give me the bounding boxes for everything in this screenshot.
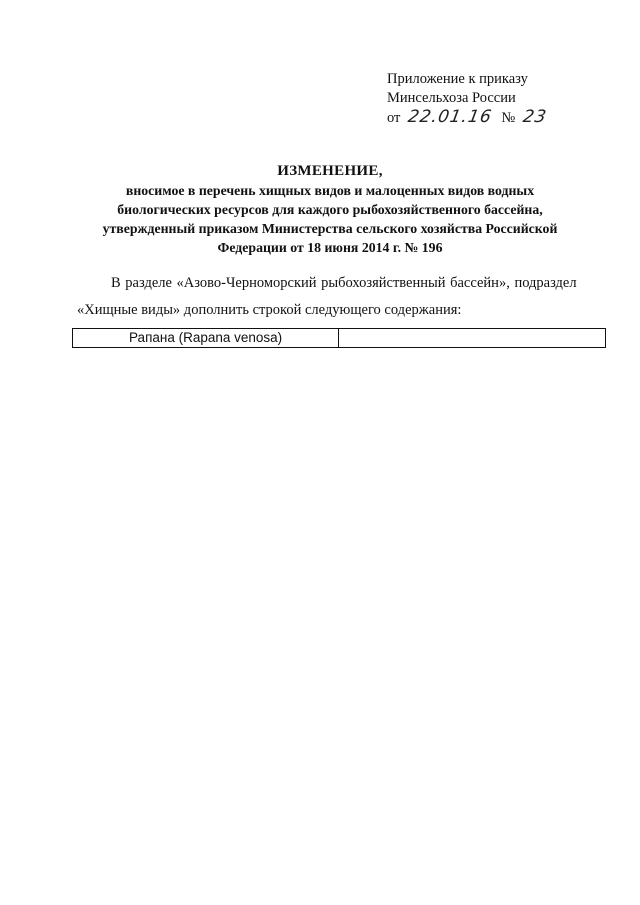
date-prefix: от	[387, 110, 401, 126]
appendix-line-2: Минсельхоза России	[387, 90, 516, 106]
handwritten-date: 22.01.16	[406, 107, 494, 127]
species-name-cell: Рапана (Rapana venosa)	[73, 329, 339, 348]
title-line-1: вносимое в перечень хищных видов и малоценных видов водных	[125, 183, 535, 198]
body-paragraph-1: В разделе «Азово-Черноморский рыбохозяйственный бассейн», подраздел	[111, 275, 577, 291]
title-heading: ИЗМЕНЕНИЕ,	[277, 163, 383, 179]
document-title	[60, 162, 600, 257]
number-prefix: №	[501, 110, 516, 126]
table-row	[73, 329, 606, 348]
body-paragraph-2: «Хищные виды» дополнить строкой следующего содержания:	[77, 302, 462, 318]
title-line-3: утвержденный приказом Министерства сельского хозяйства Российской	[102, 221, 558, 236]
title-line-2: биологических ресурсов для каждого рыбохозяйственного бассейна,	[117, 202, 543, 217]
handwritten-number: 23	[521, 107, 549, 127]
species-note-cell	[339, 329, 606, 348]
appendix-line-1: Приложение к приказу	[387, 71, 528, 87]
species-table	[72, 328, 606, 348]
appendix-date-line	[387, 107, 549, 128]
appendix-header	[387, 70, 549, 128]
title-line-4: Федерации от 18 июня 2014 г. № 196	[217, 240, 443, 255]
